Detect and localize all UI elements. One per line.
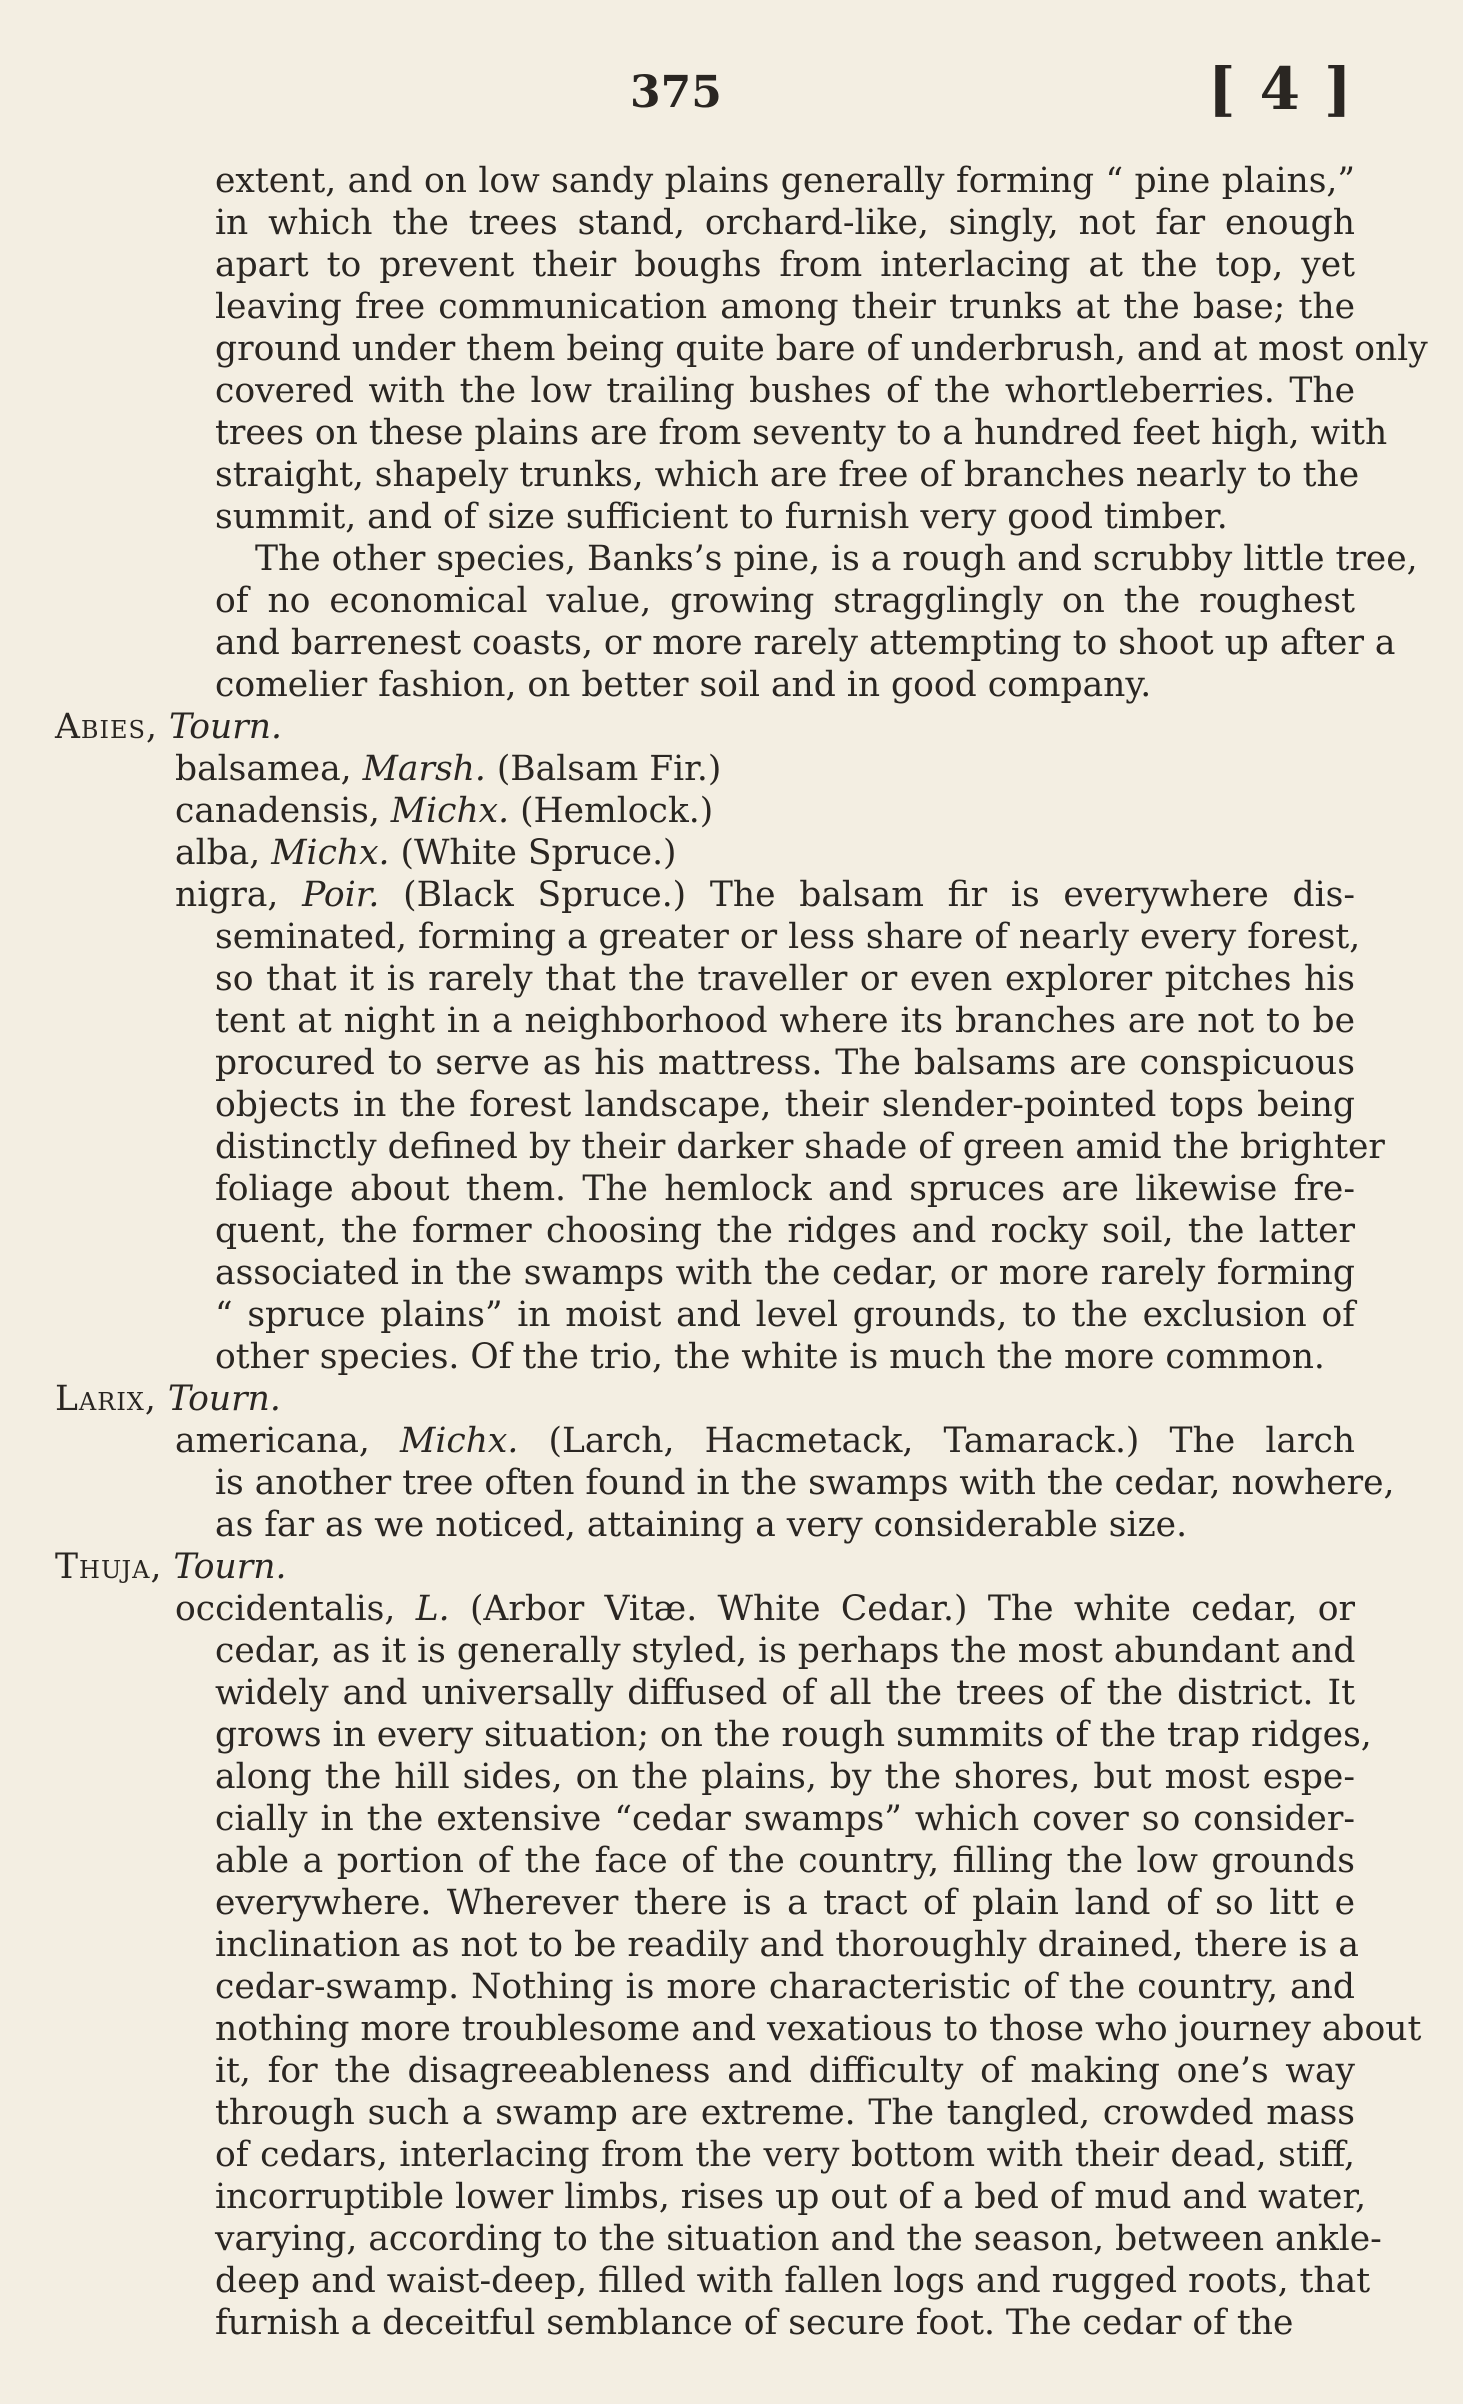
species-text: (Hemlock.): [509, 791, 714, 831]
species-name: balsamea,: [175, 749, 363, 789]
genus-authority: Tourn.: [168, 707, 282, 747]
species-text: (Arbor Vitæ. White Cedar.) The white cedar, or: [449, 1589, 1355, 1629]
text-line: straight, shapely trunks, which are free of branches nearly to the: [215, 455, 1360, 495]
page-header: [0, 55, 1463, 135]
text-line: cedar-swamp. Nothing is more characteristic of the country, and: [215, 1967, 1355, 2007]
species-authority: Michx.: [400, 1421, 519, 1461]
species-entry: [55, 832, 1355, 874]
species-authority: Michx.: [271, 833, 390, 873]
text-line: of cedars, interlacing from the very bottom with their dead, stiff,: [215, 2135, 1355, 2175]
text-line: cially in the extensive “cedar swamps” which cover so consider-: [215, 1799, 1355, 1839]
text-line: in which the trees stand, orchard-like, singly, not far enough: [215, 203, 1355, 243]
species-entry: [55, 748, 1355, 790]
species-text: (Black Spruce.) The balsam fir is everywhere dis-: [379, 875, 1355, 915]
text-line: procured to serve as his mattress. The balsams are conspicuous: [215, 1043, 1355, 1083]
text-line: other species. Of the trio, the white is much the more common.: [215, 1337, 1325, 1377]
text-line: inclination as not to be readily and thoroughly drained, there is a: [215, 1925, 1359, 1965]
species-entry: [55, 874, 1355, 916]
text-line: trees on these plains are from seventy to a hundred feet high, with: [215, 413, 1388, 453]
species-authority: Michx.: [390, 791, 510, 831]
species-authority: Marsh.: [362, 749, 486, 789]
genus-name: Thuja,: [55, 1547, 163, 1587]
text-line: is another tree often found in the swamps with the cedar, nowhere,: [215, 1463, 1395, 1503]
text-line: extent, and on low sandy plains generally forming “ pine plains,”: [215, 161, 1355, 201]
text-line: quent, the former choosing the ridges and rocky soil, the latter: [215, 1211, 1355, 1251]
text-line: nothing more troublesome and vexatious to those who journey about: [215, 2009, 1422, 2049]
sheet-mark: [ 4 ]: [1208, 55, 1354, 123]
text-line: foliage about them. The hemlock and spruces are likewise fre-: [215, 1169, 1355, 1209]
species-authority: Poir.: [302, 875, 380, 915]
genus-authority: Tourn.: [167, 1379, 281, 1419]
text-line: cedar, as it is generally styled, is perhaps the most abundant and: [215, 1631, 1356, 1671]
species-text: (Larch, Hacmetack, Tamarack.) The larch: [518, 1421, 1355, 1461]
text-line: as far as we noticed, attaining a very considerable size.: [215, 1505, 1188, 1545]
text-line: through such a swamp are extreme. The tangled, crowded mass: [215, 2093, 1355, 2133]
species-authority: L.: [415, 1589, 450, 1629]
paragraph-first-line: The other species, Banks’s pine, is a rough and scrubby little tree,: [255, 539, 1418, 579]
text-line: able a portion of the face of the country, filling the low grounds: [215, 1841, 1355, 1881]
text-line: so that it is rarely that the traveller or even explorer pitches his: [215, 959, 1355, 999]
text-line: furnish a deceitful semblance of secure foot. The cedar of the: [215, 2303, 1294, 2343]
species-name: canadensis,: [175, 791, 391, 831]
species-entry: [55, 1420, 1355, 1462]
text-line: everywhere. Wherever there is a tract of plain land of so litt e: [215, 1883, 1355, 1923]
genus-heading: [55, 1378, 1355, 1420]
text-line: summit, and of size sufficient to furnish very good timber.: [215, 497, 1228, 537]
text-line: incorruptible lower limbs, rises up out of a bed of mud and water,: [215, 2177, 1367, 2217]
text-line: distinctly defined by their darker shade of green amid the brighter: [215, 1127, 1385, 1167]
text-line: widely and universally diffused of all the trees of the district. It: [215, 1673, 1355, 1713]
text-line: objects in the forest landscape, their slender-pointed tops being: [215, 1085, 1355, 1125]
text-line: associated in the swamps with the cedar, or more rarely forming: [215, 1253, 1355, 1293]
genus-name: Abies,: [55, 707, 158, 747]
text-line: apart to prevent their boughs from interlacing at the top, yet: [215, 245, 1355, 285]
text-line: tent at night in a neighborhood where its branches are not to be: [215, 1001, 1355, 1041]
text-line: and barrenest coasts, or more rarely attempting to shoot up after a: [215, 623, 1396, 663]
genus-authority: Tourn.: [173, 1547, 287, 1587]
species-text: (White Spruce.): [389, 833, 677, 873]
genus-heading: [55, 706, 1355, 748]
species-text: (Balsam Fir.): [485, 749, 722, 789]
text-line: along the hill sides, on the plains, by the shores, but most espe-: [215, 1757, 1355, 1797]
text-line: of no economical value, growing stragglingly on the roughest: [215, 581, 1355, 621]
text-line: deep and waist-deep, filled with fallen logs and rugged roots, that: [215, 2261, 1371, 2301]
text-line: it, for the disagreeableness and difficulty of making one’s way: [215, 2051, 1355, 2091]
body-text: [55, 160, 1428, 2344]
text-line: seminated, forming a greater or less share of nearly every forest,: [215, 917, 1361, 957]
genus-heading: [55, 1546, 1355, 1588]
species-name: alba,: [175, 833, 272, 873]
page-number: 375: [630, 67, 722, 118]
text-line: “ spruce plains” in moist and level grounds, to the exclusion of: [215, 1295, 1355, 1335]
text-line: comelier fashion, on better soil and in good company.: [215, 665, 1152, 705]
text-line: covered with the low trailing bushes of the whortleberries. The: [215, 371, 1355, 411]
species-entry: [55, 1588, 1355, 1630]
text-line: leaving free communication among their trunks at the base; the: [215, 287, 1355, 327]
text-line: grows in every situation; on the rough summits of the trap ridges,: [215, 1715, 1372, 1755]
species-entry: [55, 790, 1355, 832]
species-name: occidentalis,: [175, 1589, 416, 1629]
species-name: americana,: [175, 1421, 401, 1461]
text-line: ground under them being quite bare of underbrush, and at most only: [215, 329, 1428, 369]
species-name: nigra,: [175, 875, 303, 915]
genus-name: Larix,: [55, 1379, 157, 1419]
text-line: varying, according to the situation and the season, between ankle-: [215, 2219, 1382, 2259]
